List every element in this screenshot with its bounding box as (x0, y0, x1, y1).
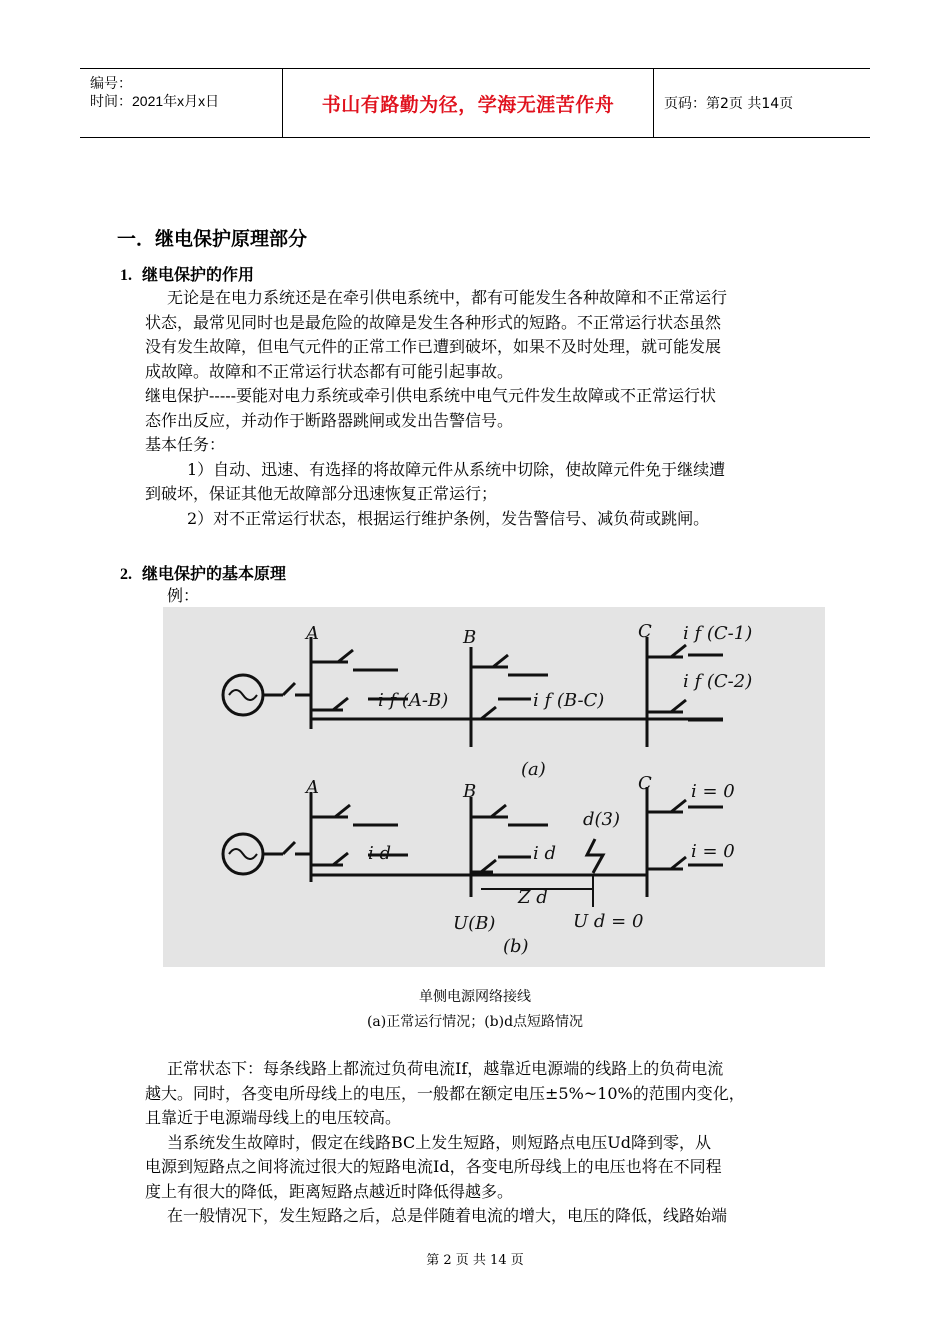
body-line: 状态，最常见同时也是最危险的故障是发生各种形式的短路。不正常运行状态虽然 (145, 312, 722, 332)
body-line: 成故障。故障和不正常运行状态都有可能引起事故。 (145, 361, 514, 381)
breaker-switch (333, 853, 348, 865)
body-line: 2）对不正常运行状态，根据运行维护条例，发告警信号、减负荷或跳闸。 (187, 508, 710, 528)
label-a-b: A (306, 777, 319, 798)
body-line: 1）自动、迅速、有选择的将故障元件从系统中切除，使故障元件免于继续遭 (187, 459, 726, 479)
body-line: 基本任务： (145, 435, 226, 454)
label-fault-d3: d(3) (583, 809, 621, 830)
subsection-2-body (145, 1057, 845, 1229)
subsection-1-title (120, 262, 254, 285)
ac-symbol (229, 690, 257, 700)
label-b-b: B (463, 781, 477, 802)
body-line: 度上有很大的降低，距离短路点越近时降低得越多。 (145, 1181, 514, 1201)
breaker-switch (491, 805, 506, 817)
breaker-switch (333, 698, 348, 710)
breaker-switch (671, 700, 686, 712)
page-header (80, 68, 870, 138)
label-i0-top: i = 0 (691, 781, 735, 802)
body-line: 电源到短路点之间将流过很大的短路电流Id，各变电所母线上的电压也将在不同程 (145, 1157, 722, 1176)
breaker-switch (338, 650, 353, 662)
breaker-switch (283, 842, 295, 854)
label-part-a: (a) (521, 759, 546, 780)
subsection-1-body (145, 286, 845, 531)
label-a: A (306, 623, 319, 644)
body-line: 正常状态下：每条线路上都流过负荷电流If，越靠近电源端的线路上的负荷电流 (167, 1059, 724, 1078)
circuit-diagram-svg (163, 607, 825, 967)
label-zd: Z d (518, 887, 548, 908)
label-if-ab: i f (A-B) (378, 690, 449, 711)
date-label: 时间：2021年x月x日 (90, 93, 220, 109)
label-part-b: (b) (503, 936, 529, 957)
header-motto: 书山有路勤为径，学海无涯苦作舟 (321, 93, 615, 116)
breaker-switch (481, 707, 496, 719)
breaker-switch (481, 860, 496, 872)
body-line: 继电保护-----要能对电力系统或牵引供电系统中电气元件发生故障或不正常运行状 (145, 386, 717, 405)
subsection-2-text: 继电保护的基本原理 (142, 564, 287, 583)
label-b: B (463, 627, 477, 648)
header-meta (80, 69, 282, 137)
section-title: 一．继电保护原理部分 (117, 228, 308, 250)
body-line: 没有发生故障，但电气元件的正常工作已遭到破坏，如果不及时处理，就可能发展 (145, 337, 722, 356)
label-id: i d (368, 843, 392, 864)
body-line: 态作出反应，并动作于断路器跳闸或发出告警信号。 (145, 410, 514, 430)
label-ub: U(B) (453, 913, 496, 934)
breaker-switch (671, 857, 686, 869)
body-line: 到破坏，保证其他无故障部分迅速恢复正常运行； (145, 484, 498, 503)
ac-symbol (229, 849, 257, 859)
label-i0-bottom: i = 0 (691, 841, 735, 862)
subsection-2-number: 2. (120, 566, 132, 583)
header-motto-cell (282, 69, 654, 137)
figure-caption-1: 单侧电源网络接线 (419, 989, 531, 1005)
circuit-diagram (163, 607, 825, 967)
code-label: 编号： (90, 75, 132, 91)
subsection-2-title (120, 561, 286, 584)
fault-mark (587, 839, 603, 873)
label-c-b: C (638, 773, 652, 794)
breaker-switch (493, 655, 508, 667)
label-if-bc: i f (B-C) (533, 690, 605, 711)
breaker-switch (283, 683, 295, 695)
subsection-1-number: 1. (120, 267, 132, 284)
body-line: 越大。同时，各变电所母线上的电压，一般都在额定电压±5%~10%的范围内变化， (145, 1083, 745, 1103)
body-line: 当系统发生故障时，假定在线路BC上发生短路，则短路点电压Ud降到零，从 (167, 1132, 712, 1152)
body-line: 在一般情况下，发生短路之后，总是伴随着电流的增大，电压的降低，线路始端 (167, 1206, 728, 1225)
label-if-c2: i f (C-2) (683, 671, 753, 692)
subsection-1-text: 继电保护的作用 (142, 265, 255, 284)
body-line: 且靠近于电源端母线上的电压较高。 (145, 1108, 402, 1127)
label-c: C (638, 621, 652, 642)
label-id2: i d (533, 843, 557, 864)
page-footer: 第 2 页 共 14 页 (426, 1253, 524, 1268)
body-line: 无论是在电力系统还是在牵引供电系统中，都有可能发生各种故障和不正常运行 (167, 288, 728, 307)
figure-caption-2: (a)正常运行情况；(b)d点短路情况 (366, 1014, 584, 1030)
breaker-switch (335, 805, 350, 817)
breaker-switch (671, 800, 686, 812)
label-ud0: U d = 0 (573, 911, 644, 932)
header-page-info: 页码：第2页 共14页 (664, 96, 794, 112)
breaker-switch (671, 645, 686, 657)
example-label: 例： (167, 586, 200, 605)
label-if-c1: i f (C-1) (683, 623, 753, 644)
